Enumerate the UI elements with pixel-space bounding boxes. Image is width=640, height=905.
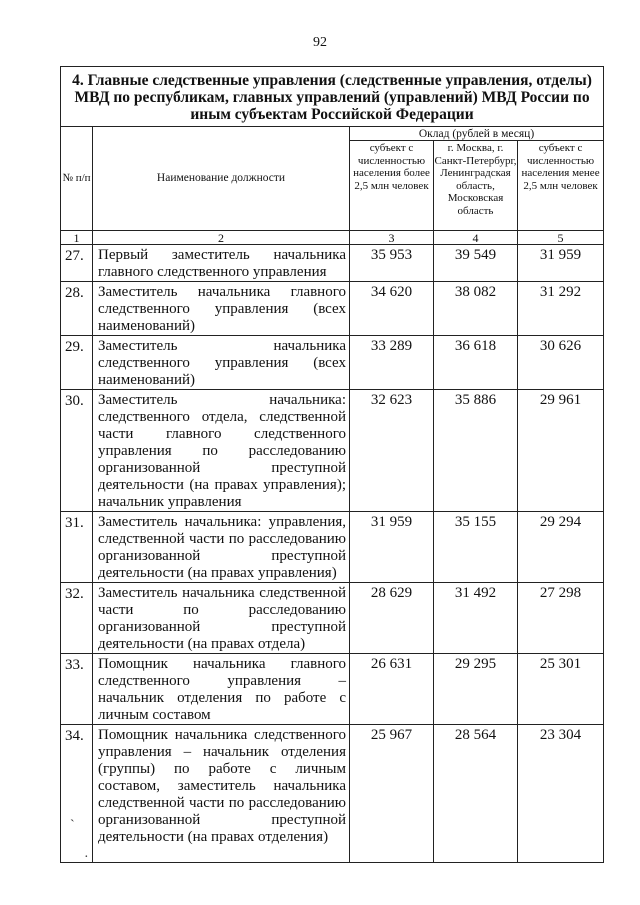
column-number: 2 — [93, 231, 350, 245]
salary-value-col3: 25 967 — [350, 725, 434, 863]
position-name: Заместитель начальника: следственного отдела, следственной части главного следственного управления по расследованию организованной преступной деятельности (на правах управления); начальник управления — [93, 390, 350, 512]
salary-value-col3: 35 953 — [350, 245, 434, 282]
position-name: Заместитель начальника следственной части по расследованию организованной преступной деятельности (на правах отдела) — [93, 583, 350, 654]
salary-value-col3: 34 620 — [350, 282, 434, 336]
column-number: 1 — [61, 231, 93, 245]
salary-value-col4: 35 886 — [434, 390, 518, 512]
table-row — [61, 583, 604, 654]
column-number: 3 — [350, 231, 434, 245]
salary-value-col3: 31 959 — [350, 512, 434, 583]
salary-value-col5: 30 626 — [518, 336, 604, 390]
row-number: 30. — [61, 390, 93, 512]
scan-mark: · — [84, 850, 89, 865]
salary-value-col5: 31 959 — [518, 245, 604, 282]
position-name: Первый заместитель начальника главного следственного управления — [93, 245, 350, 282]
salary-value-col3: 26 631 — [350, 654, 434, 725]
row-number: 31. — [61, 512, 93, 583]
column-number: 5 — [518, 231, 604, 245]
salary-value-col5: 23 304 — [518, 725, 604, 863]
salary-value-col4: 28 564 — [434, 725, 518, 863]
header-position-name: Наименование должности — [93, 127, 350, 231]
salary-value-col5: 29 961 — [518, 390, 604, 512]
row-number: 34. — [61, 725, 93, 863]
table-row — [61, 390, 604, 512]
salary-value-col4: 35 155 — [434, 512, 518, 583]
salary-value-col3: 32 623 — [350, 390, 434, 512]
table-row — [61, 336, 604, 390]
position-name: Помощник начальника главного следственного управления – начальник отделения по работе с личным составом — [93, 654, 350, 725]
salary-value-col4: 38 082 — [434, 282, 518, 336]
salary-value-col4: 39 549 — [434, 245, 518, 282]
salary-value-col5: 25 301 — [518, 654, 604, 725]
position-name: Заместитель начальника следственного управления (всех наименований) — [93, 336, 350, 390]
salary-value-col5: 29 294 — [518, 512, 604, 583]
table-row — [61, 654, 604, 725]
salary-value-col5: 31 292 — [518, 282, 604, 336]
header-col-4: г. Москва, г. Санкт-Петербург, Ленинградская область, Московская область — [434, 141, 518, 231]
column-number: 4 — [434, 231, 518, 245]
table-row — [61, 282, 604, 336]
row-number: 28. — [61, 282, 93, 336]
section-title: 4. Главные следственные управления (следственные управления, отделы) МВД по республикам, главных управлений (управлений) МВД России по иным субъектам Российской Федерации — [61, 67, 604, 127]
table-row — [61, 725, 604, 863]
row-number: 33. — [61, 654, 93, 725]
page-number: 92 — [313, 35, 327, 50]
salary-value-col4: 31 492 — [434, 583, 518, 654]
salary-value-col4: 29 295 — [434, 654, 518, 725]
table-row — [61, 512, 604, 583]
salary-value-col3: 33 289 — [350, 336, 434, 390]
position-name: Помощник начальника следственного управления – начальник отделения (группы) по работе с личным составом, заместитель начальника следственной части по расследованию организованной преступной деятельности (на правах отделения) — [93, 725, 350, 863]
table-row — [61, 245, 604, 282]
salary-table — [60, 66, 604, 863]
column-numbers-row — [61, 231, 604, 245]
scan-mark: ` — [70, 818, 75, 833]
salary-value-col3: 28 629 — [350, 583, 434, 654]
salary-value-col4: 36 618 — [434, 336, 518, 390]
position-name: Заместитель начальника: управления, следственной части по расследованию организованной преступной деятельности (на правах управления) — [93, 512, 350, 583]
position-name: Заместитель начальника главного следственного управления (всех наименований) — [93, 282, 350, 336]
salary-value-col5: 27 298 — [518, 583, 604, 654]
row-number: 32. — [61, 583, 93, 654]
header-number: № п/п — [61, 127, 93, 231]
header-salary-group: Оклад (рублей в месяц) — [350, 127, 604, 141]
row-number: 29. — [61, 336, 93, 390]
row-number: 27. — [61, 245, 93, 282]
header-col-5: субъект с численностью населения менее 2,5 млн человек — [518, 141, 604, 231]
header-col-3: субъект с численностью населения более 2,5 млн человек — [350, 141, 434, 231]
